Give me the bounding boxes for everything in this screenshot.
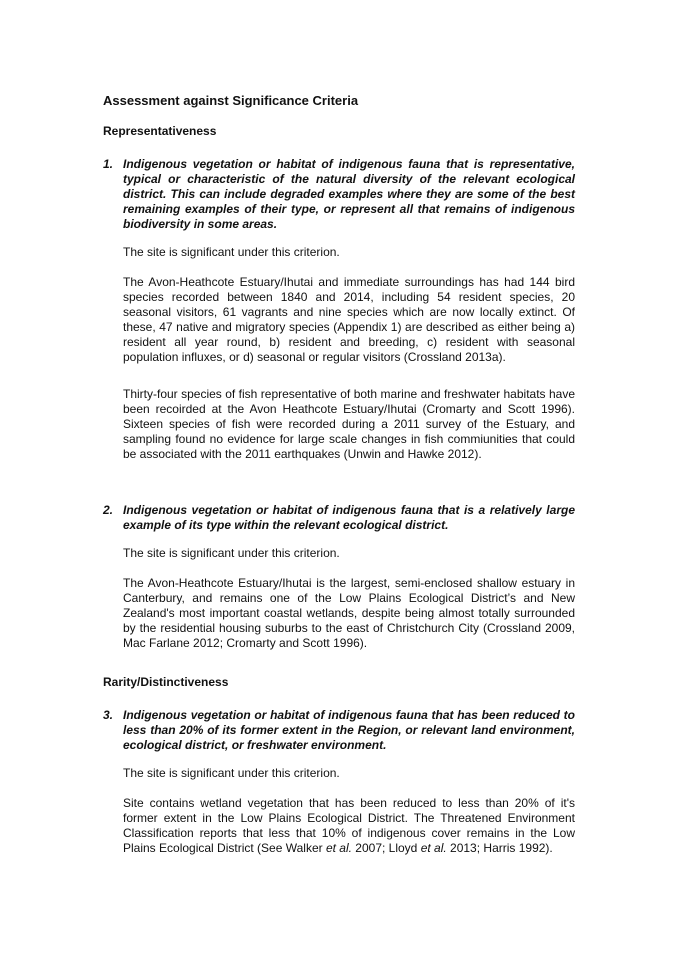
criterion-1-paragraph-birds: The Avon-Heathcote Estuary/Ihutai and immediate surroundings has had 144 bird species recorded between 1840 and 2014, including 54 resident species, 20 seasonal visitors, 61 vagrants and nine species which are now locally extinct. Of these, 47 native and migratory species (Appendix 1) are described as either being a) resident all year round, b) resident and breeding, c) resident with seasonal population influxes, or d) seasonal or regular visitors (Crossland 2013a). xyxy=(123,275,575,364)
et-al-italic: et al. xyxy=(420,841,447,855)
paragraph-text: 2013; Harris 1992). xyxy=(446,841,553,855)
criterion-number: 1. xyxy=(103,157,114,171)
criterion-text: Indigenous vegetation or habitat of indigenous fauna that has been reduced to less than 20% of its former extent in the Region, or relevant land environment, ecological district, or freshwater environment. xyxy=(123,708,575,752)
paragraph-text: 2007; Lloyd xyxy=(351,841,421,855)
et-al-italic: et al. xyxy=(325,841,352,855)
criterion-text: Indigenous vegetation or habitat of indigenous fauna that is representative, typical or characteristic of the natural diversity of the relevant ecological district. This can include degraded examples where they are some of the best remaining examples of their type, or represent all that remains of indigenous biodiversity in some areas. xyxy=(123,157,575,231)
criterion-2 xyxy=(103,503,575,533)
paragraph-text: Site contains wetland vegetation that has been reduced to less than 20% of it's former extent in the Low Plains Ecological District. The Threatened Environment Classification reports that less that 10% of indigenous cover remains in the Low Plains Ecological District (See Walker xyxy=(123,796,575,855)
criterion-text: Indigenous vegetation or habitat of indigenous fauna that is a relatively large example of its type within the relevant ecological district. xyxy=(123,503,575,532)
criterion-1-status: The site is significant under this criterion. xyxy=(123,245,340,259)
criterion-2-paragraph: The Avon-Heathcote Estuary/Ihutai is the largest, semi-enclosed shallow estuary in Canterbury, and remains one of the Low Plains Ecological District’s and New Zealand's most important coastal wetlands, despite being almost totally surrounded by the residential housing suburbs to the east of Christchurch City (Crossland 2009, Mac Farlane 2012; Cromarty and Scott 1996). xyxy=(123,576,575,650)
page-title: Assessment against Significance Criteria xyxy=(103,93,359,108)
criterion-number: 2. xyxy=(103,503,114,517)
criterion-3-paragraph xyxy=(123,796,575,856)
section-heading-representativeness: Representativeness xyxy=(103,124,217,138)
section-heading-rarity: Rarity/Distinctiveness xyxy=(103,675,229,689)
criterion-number: 3. xyxy=(103,708,114,722)
criterion-3 xyxy=(103,708,575,753)
criterion-3-status: The site is significant under this criterion. xyxy=(123,766,340,780)
criterion-1 xyxy=(103,157,575,232)
criterion-2-status: The site is significant under this criterion. xyxy=(123,546,340,560)
criterion-1-paragraph-fish: Thirty-four species of fish representative of both marine and freshwater habitats have been recoirded at the Avon Heathcote Estuary/Ihutai (Cromarty and Scott 1996). Sixteen species of fish were recorded during a 2011 survey of the Estuary, and sampling found no evidence for large scale changes in fish commiunities that could be associated with the 2011 earthquakes (Unwin and Hawke 2012). xyxy=(123,387,575,461)
